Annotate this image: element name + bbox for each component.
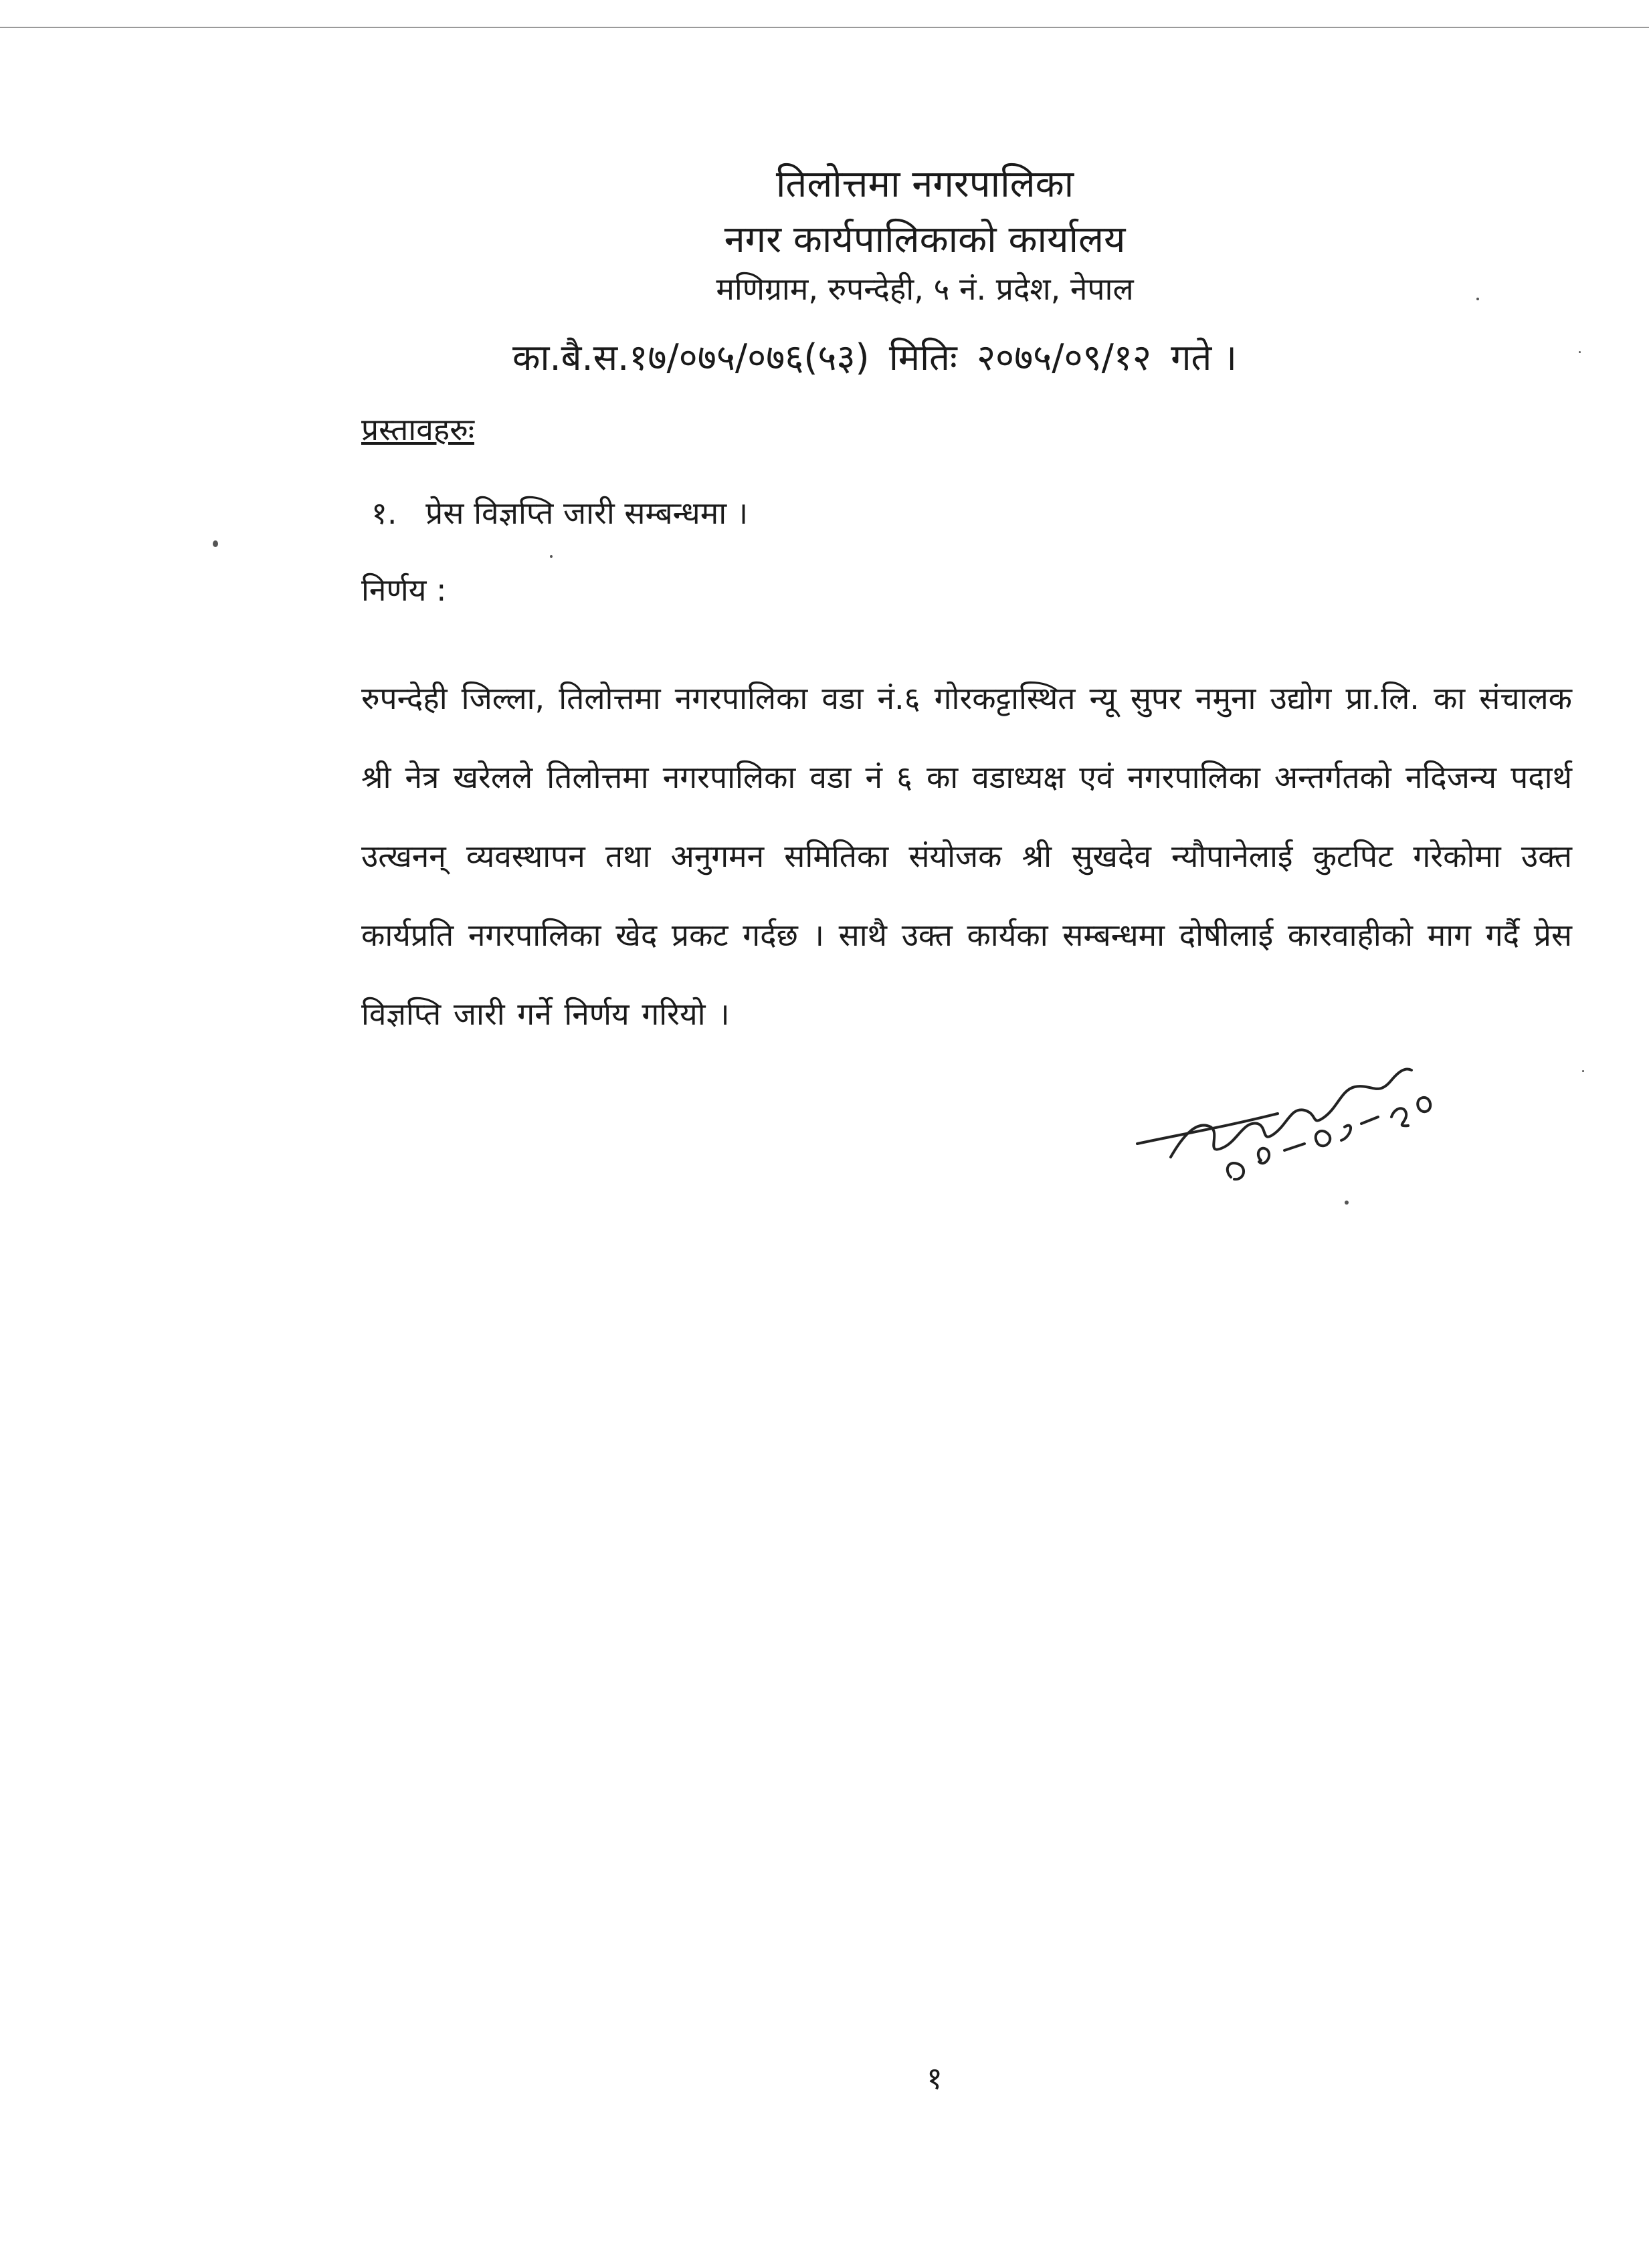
scan-speck: [213, 540, 218, 547]
decision-label: निर्णय :: [361, 572, 447, 608]
scan-speck: [1582, 1070, 1584, 1072]
proposals-heading: प्रस्तावहरुः: [361, 411, 475, 447]
reference-number: का.बै.स.१७/०७५/०७६(५३): [512, 336, 870, 379]
scan-speck: [1476, 298, 1479, 300]
proposal-item: [371, 492, 748, 533]
proposal-text: प्रेस विज्ञप्ति जारी सम्बन्धमा ।: [425, 495, 749, 531]
date-suffix: गते ।: [1171, 336, 1237, 379]
scan-speck: [550, 555, 553, 558]
scan-top-edge-line: [0, 27, 1649, 28]
reference-line: [0, 331, 1649, 381]
proposal-number: १.: [371, 495, 397, 531]
office-address: मणिग्राम, रुपन्देही, ५ नं. प्रदेश, नेपाल: [716, 271, 1134, 307]
handwritten-signature: [1131, 1033, 1505, 1207]
org-name: तिलोत्तमा नगरपालिका: [775, 163, 1074, 206]
page-number: १: [927, 2060, 943, 2096]
scan-speck: [1579, 351, 1581, 353]
decision-text: रुपन्देही जिल्ला, तिलोत्तमा नगरपालिका वडा नं.६ गोरकट्टास्थित न्यू सुपर नमुना उद्योग प्रा.लि. का संचालक श्री नेत्र खरेलले तिलोत्तमा नगरपालिका वडा नं ६ का वडाध्यक्ष एवं नगरपालिका अन्तर्गतको नदिजन्य पदार्थ उत्खनन् व्यवस्थापन तथा अनुगमन समितिका संयोजक श्री सुखदेव न्यौपानेलाई कुटपिट गरेकोमा उक्त कार्यप्रति नगरपालिका खेद प्रकट गर्दछ । साथै उक्त कार्यका सम्बन्धमा दोषीलाई कारवाहीको माग गर्दै प्रेस विज्ञप्ति जारी गर्ने निर्णय गरियो ।: [361, 680, 1572, 1032]
scan-speck: [1345, 1201, 1349, 1205]
date-label: मितिः: [888, 336, 957, 379]
office-name: नगर कार्यपालिकाको कार्यालय: [724, 218, 1126, 262]
date-value: २०७५/०९/१२: [976, 336, 1151, 379]
